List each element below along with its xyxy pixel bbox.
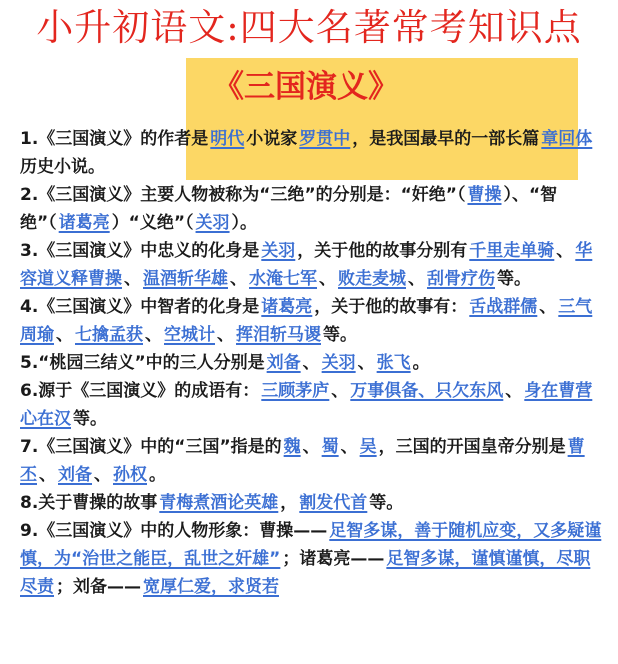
question-text: 、: [56, 325, 73, 345]
section-subtitle: 《三国演义》: [213, 69, 399, 105]
question-text: ；诸葛亮——: [282, 549, 385, 569]
answer-text: 刘备: [58, 465, 92, 485]
list-item: [20, 125, 606, 181]
answer-text: 空城计: [164, 325, 215, 345]
question-text: 、: [124, 269, 141, 289]
answer-text: 刮骨疗伤: [427, 269, 495, 289]
list-item: [20, 433, 606, 489]
question-text: 、: [39, 465, 56, 485]
answer-text: 曹丕: [20, 437, 585, 485]
answer-text: 宽厚仁爱，求贤若: [143, 577, 279, 597]
question-text: 小说家: [246, 129, 298, 149]
answer-text: 千里走单骑: [469, 241, 555, 261]
answer-text: 关羽: [195, 213, 230, 233]
question-text: ；刘备——: [56, 577, 141, 597]
question-text: 、: [217, 325, 234, 345]
question-text: ）、“智绝”（: [20, 185, 558, 233]
list-item: [20, 181, 606, 237]
question-text: 3.《三国演义》中忠义的化身是: [20, 241, 260, 261]
question-text: 4.《三国演义》中智者的化身是: [20, 297, 260, 317]
question-text: 7.《三国演义》中的“三国”指是的: [20, 437, 282, 457]
answer-text: 关羽: [321, 353, 356, 373]
answer-text: 吴: [359, 437, 377, 457]
question-text: 、: [302, 353, 320, 373]
answer-text: 七擒孟获: [75, 325, 143, 345]
question-text: 8.关于曹操的故事: [20, 493, 158, 513]
question-text: 、: [340, 437, 358, 457]
question-text: ）。: [231, 213, 258, 233]
question-text: 、: [302, 437, 320, 457]
answer-text: 魏: [283, 437, 301, 457]
answer-text: 明代: [210, 129, 245, 149]
question-text: 2.《三国演义》主要人物被称为“三绝”的分别是：“奸绝”（: [20, 185, 466, 205]
question-text: 、: [408, 269, 425, 289]
question-text: 、: [94, 465, 111, 485]
answer-text: 温酒斩华雄: [143, 269, 228, 289]
answer-text: 败走麦城: [338, 269, 406, 289]
question-text: 1.《三国演义》的作者是: [20, 129, 209, 149]
answer-text: 挥泪斩马谡: [236, 325, 321, 345]
list-item: [20, 517, 606, 601]
answer-text: 张飞: [376, 353, 411, 373]
answer-text: 割发代首: [299, 493, 368, 513]
answer-text: 身在曹营心在汉: [20, 381, 593, 429]
question-text: ，关于他的故事有：: [314, 297, 468, 317]
list-item: [20, 237, 606, 293]
answer-text: 三气周瑜: [20, 297, 593, 345]
answer-text: 刘备: [266, 353, 301, 373]
question-text: 、: [230, 269, 247, 289]
answer-text: 万事俱备、只欠东风: [350, 381, 504, 401]
question-text: 6.源于《三国演义》的成语有：: [20, 381, 260, 401]
question-text: 、: [556, 241, 574, 261]
question-text: 5.“桃园三结义”中的三人分别是: [20, 353, 265, 373]
answer-text: 水淹七军: [249, 269, 317, 289]
question-text: 等。: [497, 269, 531, 289]
answer-text: 孙权: [113, 465, 147, 485]
question-text: ，关于他的故事分别有: [297, 241, 468, 261]
answer-text: 曹操: [467, 185, 502, 205]
answer-text: 罗贯中: [299, 129, 351, 149]
question-text: 、: [331, 381, 349, 401]
answer-text: 章回体: [541, 129, 593, 149]
question-text: ，: [280, 493, 298, 513]
answer-text: 诸葛亮: [261, 297, 313, 317]
list-item: [20, 489, 606, 517]
answer-text: 诸葛亮: [58, 213, 110, 233]
question-text: 。: [412, 353, 430, 373]
answer-text: 关羽: [261, 241, 296, 261]
question-text: 历史小说。: [20, 157, 105, 177]
answer-text: 华容道义释曹操: [20, 241, 593, 289]
question-text: 、: [319, 269, 336, 289]
answer-text: 三顾茅庐: [261, 381, 330, 401]
question-text: 9.《三国演义》中的人物形象：曹操——: [20, 521, 328, 541]
question-text: 、: [539, 297, 557, 317]
question-text: ，是我国最早的一部长篇: [352, 129, 540, 149]
answer-text: 舌战群儒: [469, 297, 538, 317]
question-text: 等。: [369, 493, 404, 513]
page-title: 小升初语文:四大名著常考知识点: [36, 6, 582, 49]
question-text: 等。: [73, 409, 107, 429]
answer-text: 青梅煮酒论英雄: [159, 493, 279, 513]
list-item: [20, 377, 606, 433]
list-item: [20, 349, 606, 377]
knowledge-list: [20, 125, 606, 601]
question-text: ）“义绝”（: [111, 213, 194, 233]
question-text: 、: [357, 353, 375, 373]
answer-text: 蜀: [321, 437, 339, 457]
answer-text: 足智多谋，谨慎谨慎，尽职尽责: [20, 549, 591, 597]
question-text: ，三国的开国皇帝分别是: [378, 437, 566, 457]
question-text: 、: [145, 325, 162, 345]
question-text: 等。: [323, 325, 357, 345]
question-text: 。: [149, 465, 166, 485]
question-text: 、: [505, 381, 523, 401]
list-item: [20, 293, 606, 349]
answer-text: 足智多谋，善于随机应变，又多疑谨慎，为“治世之能臣，乱世之奸雄”: [20, 521, 602, 569]
